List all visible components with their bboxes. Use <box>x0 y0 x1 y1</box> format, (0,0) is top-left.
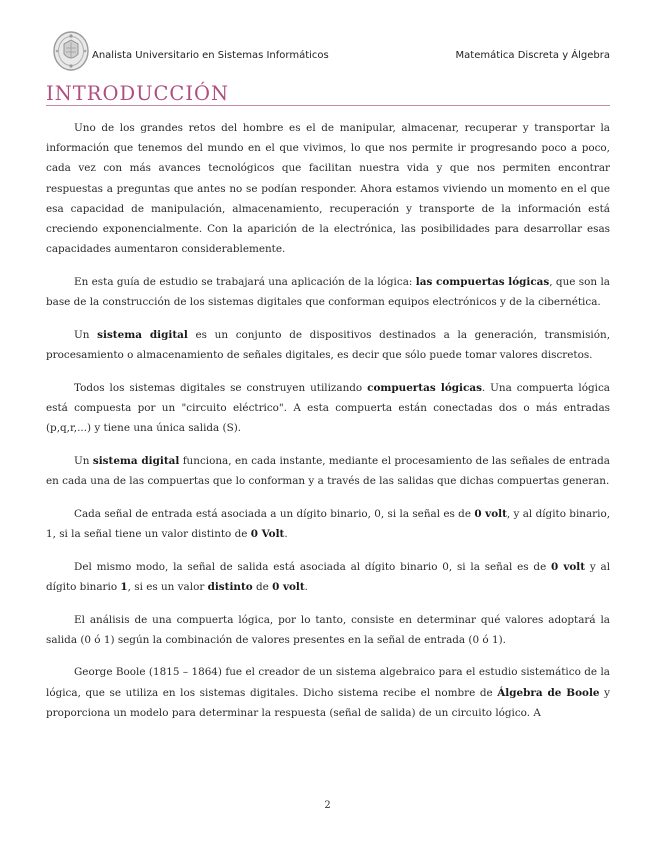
paragraph-text: Uno de los grandes retos del hombre es el de manipular, almacenar, recuperar y transportar la información que tenemos del mundo en el que vivimos, lo que nos permite ir progresando poco a poco, cada vez con más avances tecnológicos que facilitan nuestra vida y que nos permiten encontrar respuestas a preguntas que antes no se podían responder. Ahora estamos viviendo un momento en el que esa capacidad de manipulación, almacenamiento, recuperación y transporte de la información está creciendo exponencialmente. Con la aparición de la electrónica, las posibilidades para desarrollar esas capacidades aumentaron considerablemente. <box>46 122 610 256</box>
emphasized-term: sistema digital <box>97 328 188 341</box>
emphasized-term: 0 Volt <box>250 527 285 540</box>
page-number: 2 <box>324 800 331 811</box>
page-header <box>48 28 610 76</box>
paragraph-text: Un <box>74 454 93 467</box>
emphasized-term: distinto <box>207 580 253 593</box>
body-paragraph <box>46 118 610 259</box>
paragraph-text: Un <box>74 328 98 341</box>
document-body <box>46 118 610 736</box>
emphasized-term: 0 volt <box>272 580 305 593</box>
emphasized-term: las compuertas lógicas <box>415 275 550 288</box>
emphasized-term: 1 <box>120 580 128 593</box>
paragraph-text: , si es un valor <box>127 580 208 593</box>
paragraph-text: de <box>252 580 273 593</box>
paragraph-text: En esta guía de estudio se trabajará una aplicación de la lógica: <box>74 275 416 288</box>
paragraph-text: El análisis de una compuerta lógica, por lo tanto, consiste en determinar qué valores adoptará la salida (0 ó 1) según la combinación de valores presentes en la señal de entrada (0 ó 1). <box>46 613 610 646</box>
emphasized-term: 0 volt <box>474 507 507 520</box>
university-seal-icon <box>52 30 90 72</box>
paragraph-text: funciona, en cada instante, mediante el procesamiento de las señales de entrada en cada una de las compuertas que lo conforman y a través de las salidas que dichas compuertas generan. <box>46 454 610 488</box>
emphasized-term: sistema digital <box>92 454 180 467</box>
paragraph-text: Todos los sistemas digitales se construyen utilizando <box>74 381 368 394</box>
emphasized-term: 0 volt <box>551 560 586 573</box>
body-paragraph <box>46 504 610 544</box>
emphasized-term: Álgebra de Boole <box>497 686 600 699</box>
body-paragraph <box>46 557 610 597</box>
section-title: INTRODUCCIÓN <box>46 82 230 105</box>
body-paragraph <box>46 378 610 439</box>
emphasized-term: compuertas lógicas <box>367 381 482 394</box>
body-paragraph <box>46 610 610 650</box>
paragraph-text: Cada señal de entrada está asociada a un dígito binario, 0, si la señal es de <box>74 507 475 520</box>
paragraph-text: es un conjunto de dispositivos destinados a la generación, transmisión, procesamiento o almacenamiento de señales digitales, es decir que sólo puede tomar valores discretos. <box>46 328 611 362</box>
paragraph-text: . <box>304 580 308 593</box>
paragraph-text: y al dígito binario <box>46 560 611 593</box>
paragraph-text: George Boole (1815 – 1864) fue el creador de un sistema algebraico para el estudio sistemático de la lógica, que se utiliza en los sistemas digitales. Dicho sistema recibe el nombre de <box>46 666 610 699</box>
paragraph-text: , que son la base de la construcción de los sistemas digitales que conforman equipos electrónicos y de la cibernética. <box>46 275 610 309</box>
body-paragraph <box>46 272 610 312</box>
body-paragraph <box>46 451 610 491</box>
header-subject-name: Matemática Discreta y Álgebra <box>455 50 610 61</box>
paragraph-text: . <box>284 527 288 540</box>
title-divider <box>46 105 610 106</box>
body-paragraph <box>46 325 610 365</box>
paragraph-text: y proporciona un modelo para determinar la respuesta (señal de salida) de un circuito lógico. A <box>46 686 610 719</box>
paragraph-text: , y al dígito binario, 1, si la señal tiene un valor distinto de <box>46 507 611 540</box>
body-paragraph <box>46 662 610 723</box>
paragraph-text: Del mismo modo, la señal de salida está asociada al dígito binario 0, si la señal es de <box>74 560 552 573</box>
header-course-name: Analista Universitario en Sistemas Informáticos <box>92 50 329 61</box>
paragraph-text: . Una compuerta lógica está compuesta por un "circuito eléctrico". A esta compuerta están conectadas dos o más entradas (p,q,r,...) y tiene una única salida (S). <box>46 381 610 435</box>
